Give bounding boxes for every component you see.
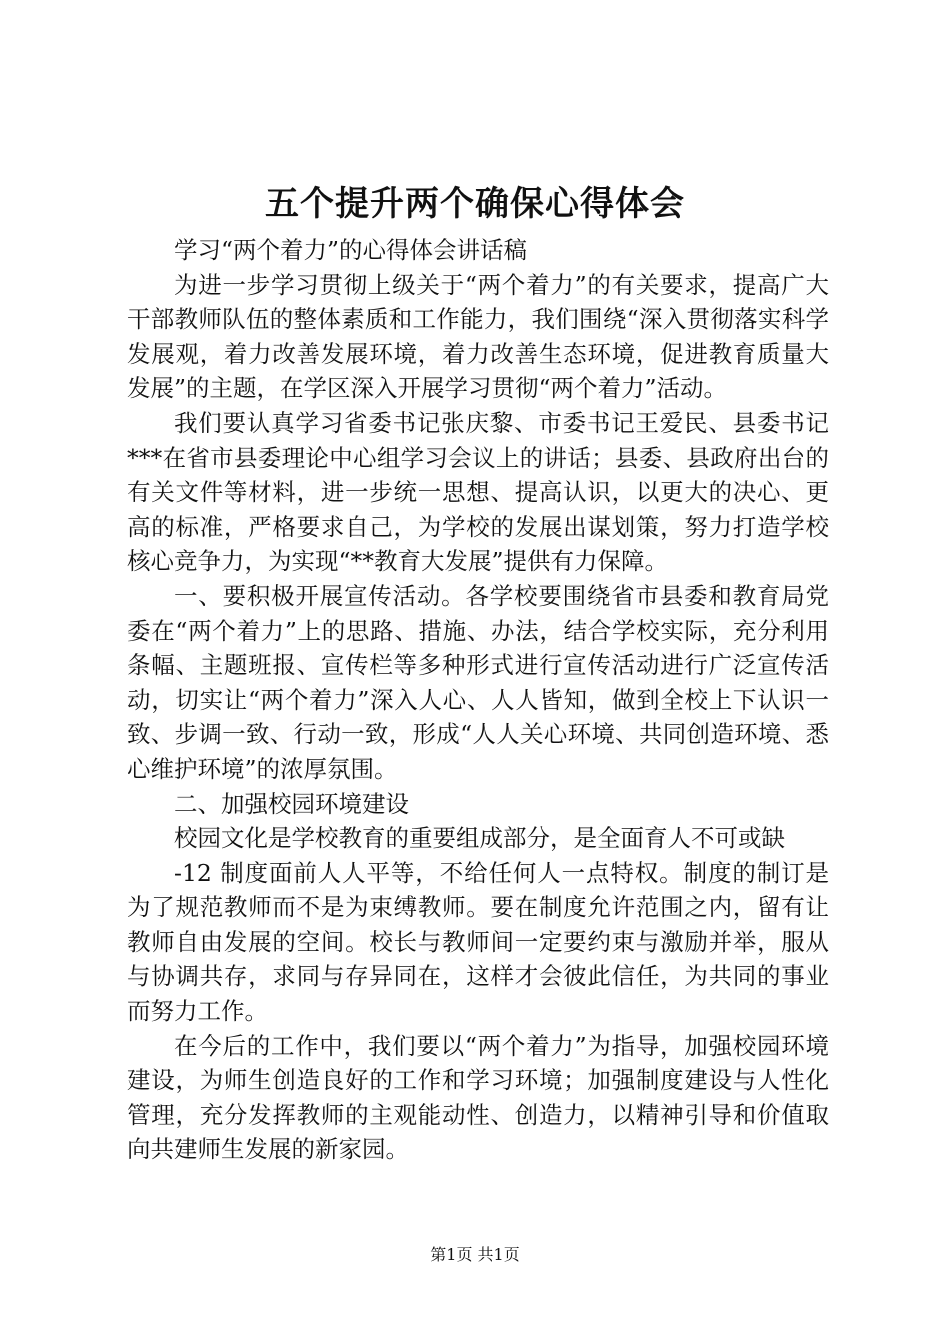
page-footer: 第1页 共1页 (430, 1245, 520, 1264)
paragraph: 在今后的工作中，我们要以“两个着力”为指导，加强校园环境建设，为师生创造良好的工作和学习环境；加强制度建设与人性化管理，充分发挥教师的主观能动性、创造力，以精神引导和价值取向共建师生发展的新家园。 (127, 1031, 829, 1164)
paragraph: 为进一步学习贯彻上级关于“两个着力”的有关要求，提高广大干部教师队伍的整体素质和工作能力，我们围绕“深入贯彻落实科学发展观，着力改善发展环境，着力改善生态环境，促进教育质量大发展”的主题，在学区深入开展学习贯彻“两个着力”活动。 (127, 270, 829, 403)
document-title: 五个提升两个确保心得体会 (265, 184, 685, 224)
paragraph: 我们要认真学习省委书记张庆黎、市委书记王爱民、县委书记***在省市县委理论中心组学习会议上的讲话；县委、县政府出台的有关文件等材料，进一步统一思想、提高认识，以更大的决心、更高的标准，严格要求自己，为学校的发展出谋划策，努力打造学校核心竞争力，为实现“**教育大发展”提供有力保障。 (127, 408, 829, 576)
paragraph: 一、要积极开展宣传活动。各学校要围绕省市县委和教育局党委在“两个着力”上的思路、措施、办法，结合学校实际，充分利用条幅、主题班报、宣传栏等多种形式进行宣传活动进行广泛宣传活动，切实让“两个着力”深入人心、人人皆知，做到全校上下认识一致、步调一致、行动一致，形成“人人关心环境、共同创造环境、悉心维护环境”的浓厚氛围。 (127, 581, 829, 783)
paragraph: 校园文化是学校教育的重要组成部分，是全面育人不可或缺 (174, 824, 785, 853)
section-heading: 二、加强校园环境建设 (174, 789, 409, 818)
paragraph-subtitle: 学习“两个着力”的心得体会讲话稿 (174, 236, 528, 264)
paragraph: -12 制度面前人人平等，不给任何人一点特权。制度的制订是为了规范教师而不是为束缚教师。要在制度允许范围之内，留有让教师自由发展的空间。校长与教师间一定要约束与激励并举，服从与协调共存，求同与存异同在，这样才会彼此信任，为共同的事业而努力工作。 (127, 858, 829, 1026)
document-body (127, 233, 829, 1167)
